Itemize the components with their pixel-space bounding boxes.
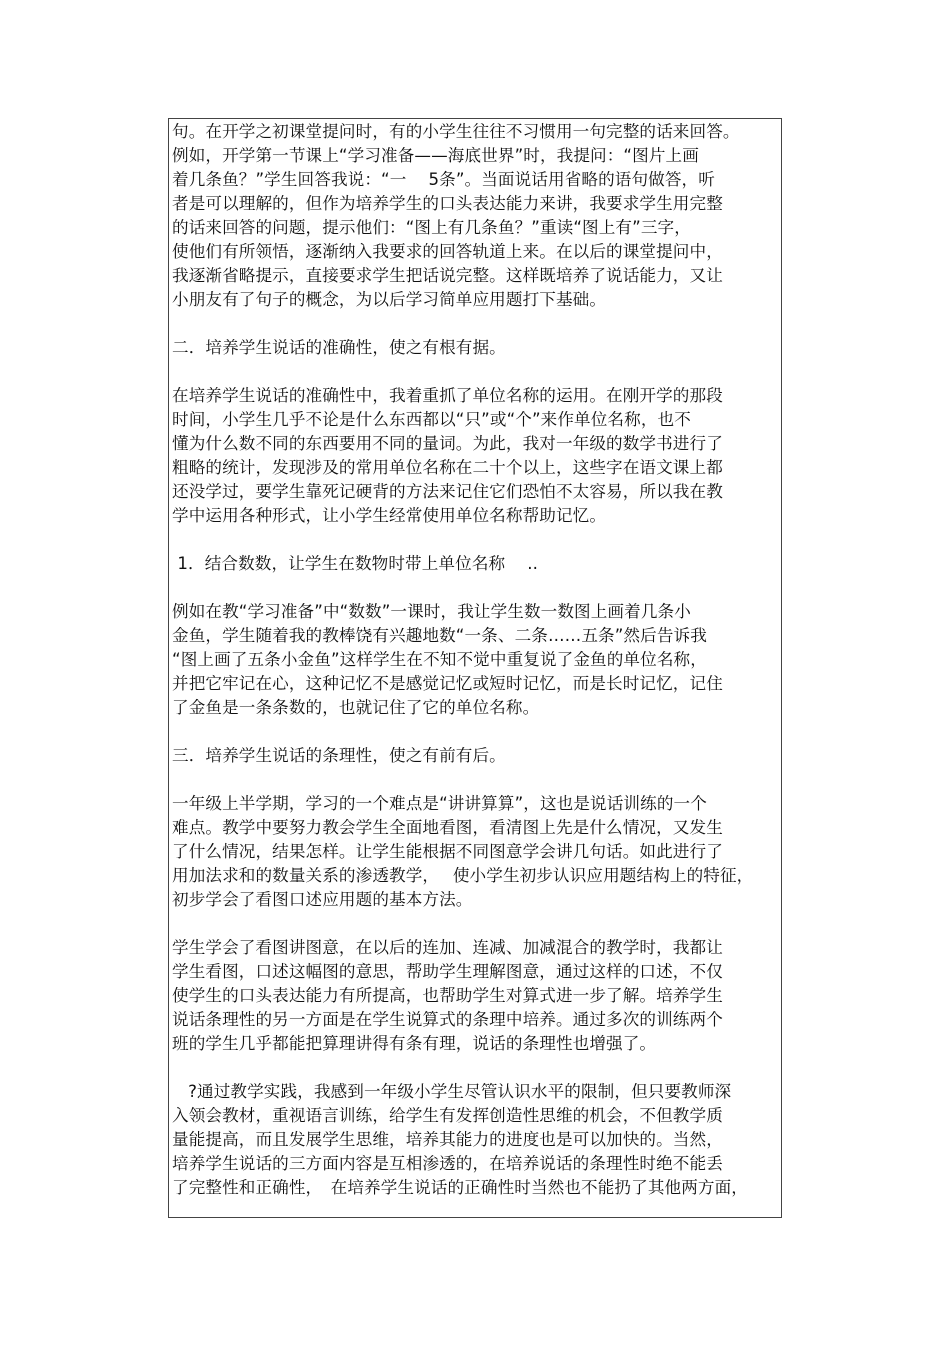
paragraph-complete-sentences — [172, 120, 784, 312]
text-line: 并把它牢记在心，这种记忆不是感觉记忆或短时记忆，而是长时记忆，记住 — [172, 674, 723, 693]
paragraph-picture-meaning — [172, 936, 784, 1056]
text-line: 难点。教学中要努力教会学生全面地看图，看清图上先是什么情况，又发生 — [172, 818, 723, 837]
text-line: 句。在开学之初课堂提问时，有的小学生往往不习惯用一句完整的话来回答。 — [172, 122, 740, 141]
text-line: 者是可以理解的，但作为培养学生的口头表达能力来讲，我要求学生用完整 — [172, 194, 723, 213]
text-line: 粗略的统计，发现涉及的常用单位名称在二十个以上，这些字在语文课上都 — [172, 458, 723, 477]
subheading-counting — [172, 552, 784, 576]
text-line: 着几条鱼？”学生回答我说：“一 5条”。当面说话用省略的语句做答，听 — [172, 170, 715, 189]
text-line: 班的学生几乎都能把算理讲得有条有理，说话的条理性也增强了。 — [172, 1034, 657, 1053]
paragraph-talk-and-calc — [172, 792, 784, 912]
text-line: 我逐渐省略提示，直接要求学生把话说完整。这样既培养了说话能力，又让 — [172, 266, 723, 285]
paragraph-unit-names — [172, 384, 784, 528]
text-line: 时间，小学生几乎不论是什么东西都以“只”或“个”来作单位名称，也不 — [172, 410, 691, 429]
text-line: 用加法求和的数量关系的渗透教学， 使小学生初步认识应用题结构上的特征， — [172, 866, 754, 885]
text-line: 了金鱼是一条条数的，也就记住了它的单位名称。 — [172, 698, 540, 717]
text-line: 培养学生说话的三方面内容是互相渗透的，在培养说话的条理性时绝不能丢 — [172, 1154, 723, 1173]
paragraph-conclusion — [172, 1080, 784, 1200]
paragraph-goldfish-example — [172, 600, 784, 720]
heading-line: 1．结合数数，让学生在数物时带上单位名称 .. — [172, 554, 539, 573]
heading-line: 二．培养学生说话的准确性，使之有根有据。 — [172, 338, 506, 357]
text-line: 学生学会了看图讲图意，在以后的连加、连减、加减混合的教学时，我都让 — [172, 938, 723, 957]
text-line: 还没学过，要学生靠死记硬背的方法来记住它们恐怕不太容易，所以我在教 — [172, 482, 723, 501]
text-line: 在培养学生说话的准确性中，我着重抓了单位名称的运用。在刚开学的那段 — [172, 386, 723, 405]
text-line: 使学生的口头表达能力有所提高，也帮助学生对算式进一步了解。培养学生 — [172, 986, 723, 1005]
text-line: 的话来回答的问题，提示他们：“图上有几条鱼？”重读“图上有”三字， — [172, 218, 691, 237]
text-line: 懂为什么数不同的东西要用不同的量词。为此，我对一年级的数学书进行了 — [172, 434, 723, 453]
text-line: 量能提高，而且发展学生思维，培养其能力的进度也是可以加快的。当然， — [172, 1130, 723, 1149]
text-line: 金鱼，学生随着我的教棒饶有兴趣地数“一条、二条……五条”然后告诉我 — [172, 626, 707, 645]
text-line: 使他们有所领悟，逐渐纳入我要求的回答轨道上来。在以后的课堂提问中， — [172, 242, 723, 261]
heading-line: 三．培养学生说话的条理性，使之有前有后。 — [172, 746, 506, 765]
text-line: 初步学会了看图口述应用题的基本方法。 — [172, 890, 473, 909]
text-line: 例如，开学第一节课上“学习准备——海底世界”时，我提问：“图片上画 — [172, 146, 699, 165]
section-heading-accuracy — [172, 336, 784, 360]
document-body — [172, 120, 784, 1200]
text-line: 说话条理性的另一方面是在学生说算式的条理中培养。通过多次的训练两个 — [172, 1010, 723, 1029]
text-line: 了什么情况，结果怎样。让学生能根据不同图意学会讲几句话。如此进行了 — [172, 842, 723, 861]
text-line: 学中运用各种形式，让小学生经常使用单位名称帮助记忆。 — [172, 506, 607, 525]
text-line: 了完整性和正确性， 在培养学生说话的正确性时当然也不能扔了其他两方面， — [172, 1178, 748, 1197]
text-line: 入领会教材，重视语言训练，给学生有发挥创造性思维的机会，不但教学质 — [172, 1106, 723, 1125]
section-heading-logic — [172, 744, 784, 768]
text-line: 一年级上半学期，学习的一个难点是“讲讲算算”，这也是说话训练的一个 — [172, 794, 707, 813]
text-line: “图上画了五条小金鱼”这样学生在不知不觉中重复说了金鱼的单位名称， — [172, 650, 707, 669]
text-line: 例如在教“学习准备”中“数数”一课时，我让学生数一数图上画着几条小 — [172, 602, 691, 621]
text-line: 小朋友有了句子的概念，为以后学习简单应用题打下基础。 — [172, 290, 607, 309]
text-line: ?通过教学实践，我感到一年级小学生尽管认识水平的限制，但只要教师深 — [172, 1082, 732, 1101]
text-line: 学生看图，口述这幅图的意思，帮助学生理解图意，通过这样的口述，不仅 — [172, 962, 723, 981]
